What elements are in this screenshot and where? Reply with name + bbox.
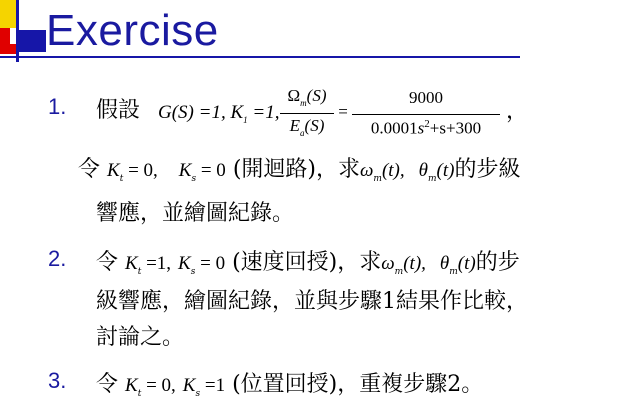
corner-decoration-red — [0, 28, 10, 54]
title-underline — [0, 56, 520, 58]
item-1-number: 1. — [48, 94, 67, 119]
item-1-givens: G(S) =1, $K_1 =1$, — [158, 102, 280, 125]
item-1-frac-right-denominator: $0.0001s^2+s+300$ — [370, 118, 482, 138]
item-3-number: 3. — [48, 368, 67, 393]
item-1-frac-left-denominator: $E_a(S)$ — [289, 116, 325, 138]
item-2-line2: 級響應，繪圖紀錄，並與步驟1結果作比較， — [96, 289, 528, 314]
item-1-frac-left-bar — [280, 113, 334, 114]
slide-title: Exercise — [46, 6, 219, 55]
vertical-rule — [16, 0, 19, 62]
item-2-line1: 令 $K_t =1$, $K_s = 0$ (速度回授)，求$\omega_m(t)$, $\theta_m(t)$的步 — [96, 250, 520, 277]
item-1-frac-right-numerator: 9000 — [409, 88, 443, 107]
item-2-number: 2. — [48, 246, 67, 271]
item-1-line2: 令 $K_t = 0$, $K_s = 0$ (開迴路)，求$\omega_m(t)$, $\theta_m(t)$的步級 — [78, 157, 521, 184]
item-2-line3: 討論之。 — [96, 325, 185, 350]
item-1-frac-right-bar — [352, 114, 500, 115]
item-1-equals: = — [338, 102, 348, 121]
item-3-line1: 令 $K_t = 0$, $K_s =1$ (位置回授)，重複步驟2。 — [96, 372, 484, 399]
corner-decoration-blue — [18, 30, 46, 52]
item-1-prefix: 假設 — [96, 98, 141, 123]
item-1-frac-left-numerator: $\Omega_m(S)$ — [287, 86, 327, 108]
item-1-line3: 響應，並繪圖紀錄。 — [96, 201, 295, 226]
item-1-comma: ， — [506, 99, 529, 124]
